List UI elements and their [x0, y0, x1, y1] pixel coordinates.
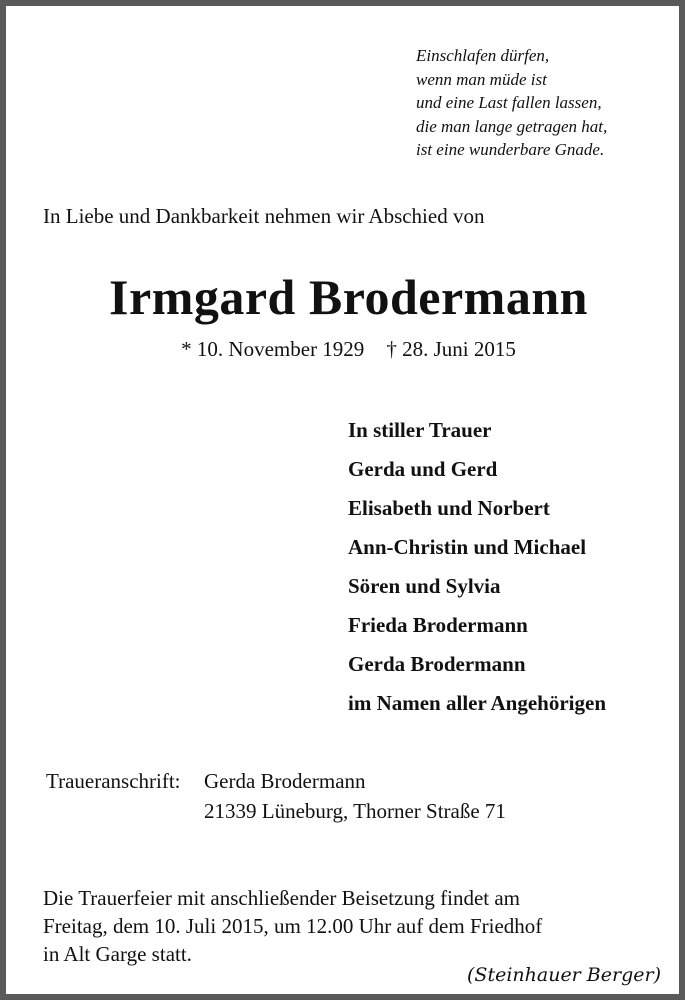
mourner-line: Elisabeth und Norbert: [348, 496, 550, 520]
mourning-address: [46, 766, 506, 826]
life-dates: [6, 337, 685, 362]
mourner-line: Sören und Sylvia: [348, 574, 501, 598]
mourners-list: [348, 411, 606, 723]
poem: [416, 44, 607, 162]
mourner-line: Gerda Brodermann: [348, 652, 526, 676]
ceremony-info: [43, 884, 542, 968]
poem-line: die man lange getragen hat,: [416, 116, 608, 136]
intro-text: In Liebe und Dankbarkeit nehmen wir Abschied von: [43, 204, 485, 228]
mourner-line: In stiller Trauer: [348, 418, 492, 442]
poem-line: Einschlafen dürfen,: [416, 46, 550, 65]
address-label: Traueranschrift:: [46, 769, 181, 793]
death-date: † 28. Juni 2015: [386, 337, 516, 361]
ceremony-line: Die Trauerfeier mit anschließender Beisetzung findet am: [43, 886, 521, 910]
mourner-line: Ann-Christin und Michael: [348, 535, 587, 559]
deceased-name: Irmgard Brodermann: [109, 269, 588, 325]
ceremony-line: Freitag, dem 10. Juli 2015, um 12.00 Uhr auf dem Friedhof: [43, 914, 543, 938]
designer-signature: (Steinhauer Berger): [467, 964, 661, 986]
poem-line: wenn man müde ist: [416, 69, 547, 89]
mourner-line: Gerda und Gerd: [348, 457, 498, 481]
birth-date: * 10. November 1929: [181, 337, 365, 361]
address-line-2: 21339 Lüneburg, Thorner Straße 71: [204, 799, 506, 823]
poem-line: ist eine wunderbare Gnade.: [416, 140, 605, 159]
poem-line: und eine Last fallen lassen,: [416, 93, 602, 112]
mourner-line: im Namen aller Angehörigen: [348, 691, 607, 715]
mourner-line: Frieda Brodermann: [348, 613, 528, 637]
ceremony-line: in Alt Garge statt.: [43, 942, 192, 966]
address-line-1: Gerda Brodermann: [204, 769, 366, 793]
